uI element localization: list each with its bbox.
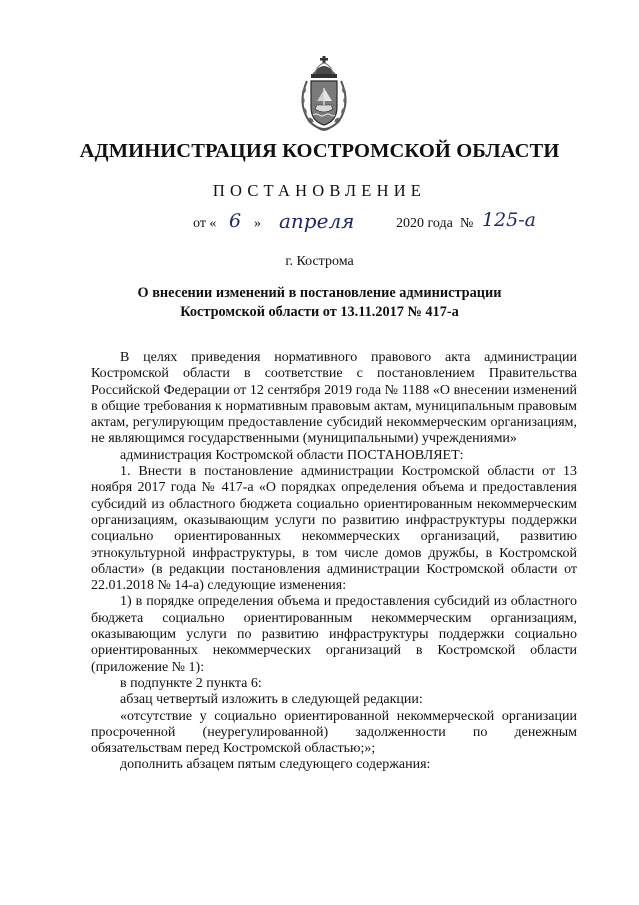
body-paragraph: дополнить абзацем пятым следующего содержания:	[120, 757, 431, 773]
body-paragraph: администрация Костромской области ПОСТАНОВЛЯЕТ:	[120, 447, 464, 463]
handwritten-number: 125-а	[482, 209, 537, 231]
document-body	[91, 350, 577, 774]
body-paragraph: В целях приведения нормативного правового акта администрации Костромской области в соответствие с постановлением Правительства Российской Федерации от 12 сентября 2019 года № 1188 «О внесении изменений в общие требования к нормативным правовым актам, муниципальным правовым актам, регулирующим предоставление субсидий некоммерческим организациям, не являющимся государственными (муниципальными) учреждениями»	[91, 350, 577, 447]
handwritten-month: апреля	[279, 209, 355, 233]
date-year: 2020 года	[396, 216, 453, 231]
body-paragraph: «отсутствие у социально ориентированной некоммерческой организации просроченной (неурегулированной) задолженности по денежным обязательствам перед Костромской областью;»;	[91, 708, 577, 757]
subject-line: О внесении изменений в постановление администрации	[137, 285, 502, 301]
date-quote-close: »	[254, 216, 261, 231]
handwritten-day: 6	[229, 210, 242, 232]
body-paragraph: 1. Внести в постановление администрации Костромской области от 13 ноября 2017 года № 417-а «О порядках определения объема и предоставления субсидий из областного бюджета социально ориентированным некоммерческим организациям, оказывающим услуги по развитию инфраструктуры поддержки социально ориентированных некоммерческих организаций, развитию этнокультурной инфраструктуры, в том числе домов дружбы, в Костромской области» (в редакции постановления администрации Костромской области от 22.01.2018 № 14-а) следующие изменения:	[91, 464, 577, 594]
document-type: ПОСТАНОВЛЕНИЕ	[212, 181, 427, 200]
date-prefix: от «	[193, 216, 217, 231]
body-paragraph: абзац четвертый изложить в следующей редакции:	[120, 692, 423, 708]
body-paragraph: 1) в порядке определения объема и предоставления субсидий из областного бюджета социально ориентированным некоммерческим организациям, оказывающим услуги по развитию инфраструктуры поддержки социально ориентированных некоммерческих организаций в Костромской области (приложение № 1):	[91, 594, 577, 675]
organization-title: АДМИНИСТРАЦИЯ КОСТРОМСКОЙ ОБЛАСТИ	[79, 140, 560, 162]
number-sign: №	[460, 216, 474, 231]
document-subject	[0, 284, 639, 322]
city: г. Кострома	[285, 254, 354, 269]
coat-of-arms-icon	[295, 55, 353, 135]
subject-line: Костромской области от 13.11.2017 № 417-а	[180, 304, 459, 320]
body-paragraph: в подпункте 2 пункта 6:	[120, 675, 262, 691]
